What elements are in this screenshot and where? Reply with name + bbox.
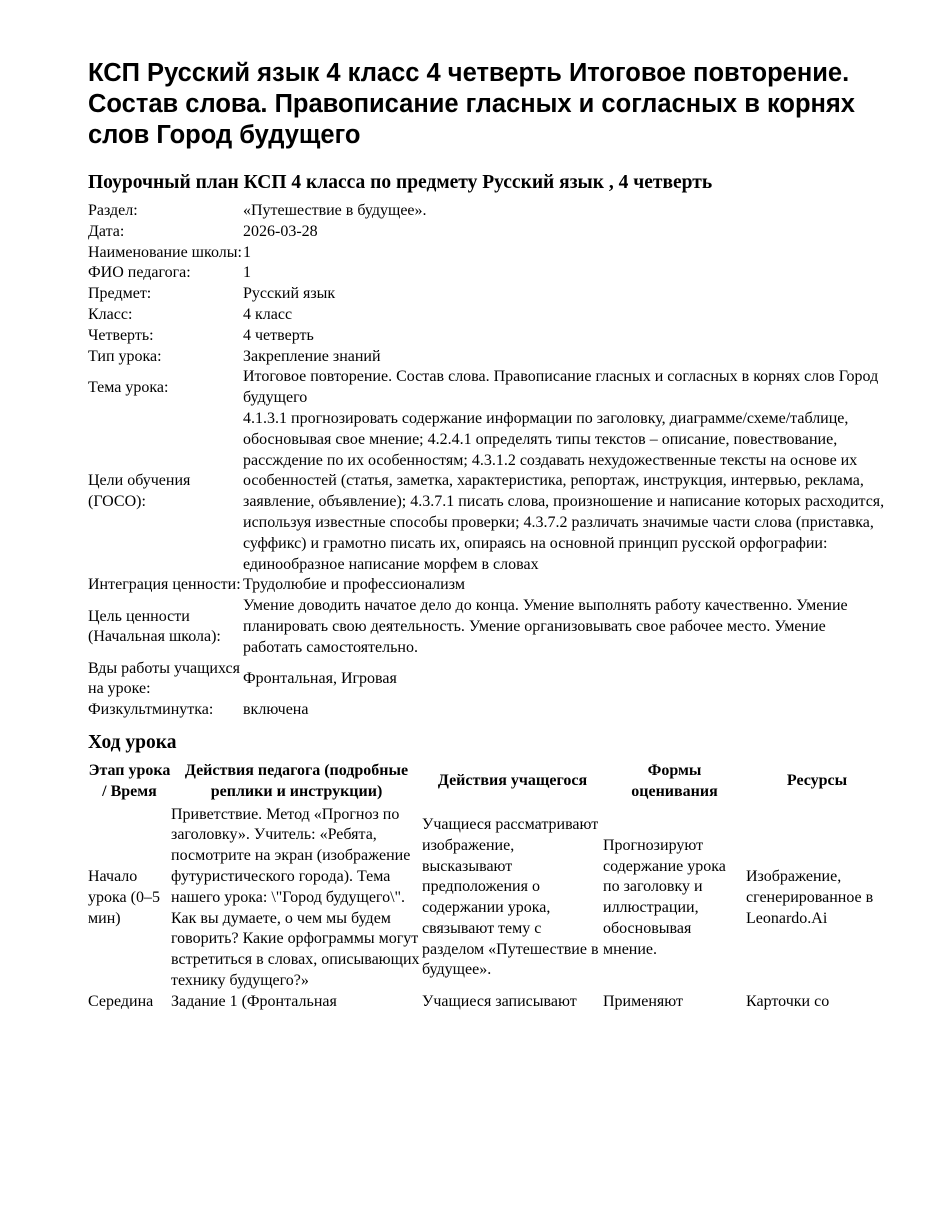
info-label: Класс: <box>88 305 133 323</box>
column-header-student-actions: Действия учащегося <box>437 772 588 790</box>
column-header-teacher-actions: Действия педагога (подробные реплики и инструкции) <box>184 761 409 800</box>
info-row <box>88 222 888 243</box>
info-row <box>88 659 888 701</box>
info-row <box>88 575 888 596</box>
info-value: Русский язык <box>243 285 336 303</box>
info-label: Предмет: <box>88 285 152 303</box>
document-subtitle: Поурочный план КСП 4 класса по предмету Русский язык , 4 четверть <box>88 172 713 193</box>
info-value: включена <box>243 701 309 719</box>
info-label: Интеграция ценности: <box>88 576 241 594</box>
info-value: Фронтальная, Игровая <box>243 669 397 687</box>
info-row <box>88 596 888 658</box>
student-actions-cell: Учащиеся рассматривают изображение, высказывают предположения о содержании урока, связывают тему с разделом «Путешествие в будущее». <box>422 815 599 979</box>
info-row <box>88 409 888 575</box>
table-row <box>88 805 888 992</box>
info-label: Вды работы учащихся на уроке: <box>88 659 240 698</box>
info-row <box>88 347 888 368</box>
document-page <box>88 58 888 1012</box>
info-label: Дата: <box>88 222 125 240</box>
info-label: Тип урока: <box>88 347 162 365</box>
info-row <box>88 700 888 721</box>
info-value: «Путешествие в будущее». <box>243 202 427 219</box>
info-row <box>88 305 888 326</box>
info-value: 2026-03-28 <box>243 222 318 240</box>
info-row <box>88 243 888 264</box>
teacher-actions-cell: Задание 1 (Фронтальная <box>171 992 337 1010</box>
table-header-row <box>88 761 888 805</box>
info-value: Итоговое повторение. Состав слова. Правописание гласных и согласных в корнях слов Город будущего <box>243 368 879 407</box>
student-actions-cell: Учащиеся записывают <box>422 992 577 1010</box>
info-value: 1 <box>243 264 251 282</box>
column-header-resources: Ресурсы <box>786 772 848 790</box>
info-value: 4 четверть <box>243 326 314 344</box>
info-row <box>88 263 888 284</box>
column-header-stage: Этап урока / Время <box>88 761 171 800</box>
info-label: Тема урока: <box>88 378 169 396</box>
info-row <box>88 367 888 409</box>
info-value: Закрепление знаний <box>243 347 381 365</box>
info-value: Умение доводить начатое дело до конца. Умение выполнять работу качественно. Умение планировать свою деятельность. Умение организовывать свое рабочее место. Умение работать самостоятельно. <box>243 597 848 656</box>
assessment-cell: Применяют <box>603 992 683 1010</box>
info-value: 1 <box>243 243 251 261</box>
info-value: 4 класс <box>243 305 293 323</box>
info-label: Наименование школы: <box>88 243 242 261</box>
info-label: Цели обучения (ГОСО): <box>88 472 191 511</box>
info-row <box>88 201 888 222</box>
stage-cell: Начало урока (0–5 мин) <box>88 867 160 927</box>
info-row <box>88 326 888 347</box>
info-value: Трудолюбие и профессионализм <box>243 576 465 594</box>
info-label: Раздел: <box>88 202 138 219</box>
info-label: ФИО педагога: <box>88 264 191 282</box>
lesson-flow-table <box>88 761 888 1013</box>
teacher-actions-cell: Приветствие. Метод «Прогноз по заголовку». Учитель: «Ребята, посмотрите на экран (изображение футуристического города). Тема нашего урока: \"Город будущего\". Как вы думаете, о чем мы будем говорить? Какие орфограммы могут встретиться в словах, описывающих технику будущего?» <box>171 805 420 989</box>
resources-cell: Карточки со <box>746 992 830 1010</box>
lesson-flow-heading: Ход урока <box>88 731 177 753</box>
column-header-assessment: Формы оценивания <box>631 761 718 800</box>
info-label: Цель ценности (Начальная школа): <box>88 607 221 646</box>
stage-cell: Середина <box>88 992 154 1010</box>
info-value: 4.1.3.1 прогнозировать содержание информации по заголовку, диаграмме/схеме/таблице, обосновывая свое мнение; 4.2.4.1 определять типы текстов – описание, повествование, рассждение по их особенностям; 4.3.1.2 создавать нехудожественные тексты на основе их особенностей (статья, заметка, характеристика, репортаж, инструкция, интервью, реклама, заявление, объявление); 4.3.7.1 писать слова, произношение и написание которых расходится, используя известные способы проверки; 4.3.7.2 различать значимые части слова (приставка, суффикс) и грамотно писать их, опираясь на основной принцип русской орфографии: единообразное написание морфем в словах <box>243 409 885 573</box>
resources-cell: Изображение, сгенерированное в Leonardo.Ai <box>746 867 874 927</box>
info-label: Физкультминутка: <box>88 701 214 719</box>
table-row <box>88 992 888 1013</box>
info-label: Четверть: <box>88 326 154 344</box>
assessment-cell: Прогнозируют содержание урока по заголовку и иллюстрации, обосновывая мнение. <box>603 836 726 958</box>
info-row <box>88 284 888 305</box>
lesson-info-table <box>88 201 888 721</box>
document-title: КСП Русский язык 4 класс 4 четверть Итоговое повторение. Состав слова. Правописание гласных и согласных в корнях слов Город будущего <box>88 59 855 149</box>
